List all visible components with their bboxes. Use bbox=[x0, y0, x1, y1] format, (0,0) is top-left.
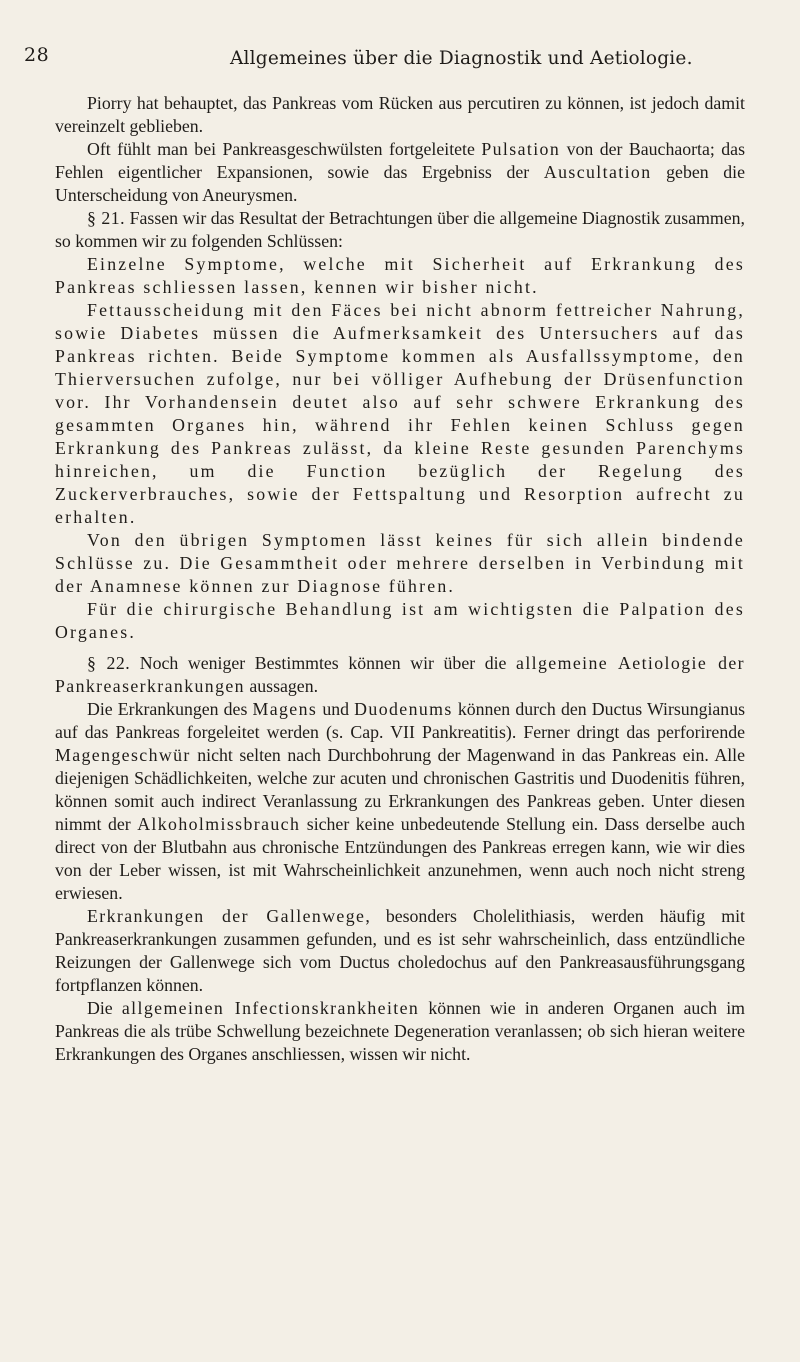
paragraph-gallenwege bbox=[55, 905, 745, 997]
term-magens: Magens bbox=[252, 699, 318, 719]
paragraph-uebrige-symptome: Von den übrigen Symptomen lässt keines für sich allein bindende Schlüsse zu. Die Gesammtheit oder mehrere derselben in Verbindung mit der Anamnese können zur Diagnose führen. bbox=[55, 530, 745, 596]
term-pulsation: Pulsation bbox=[481, 139, 561, 159]
text-run: können durch den Ductus Wirsungianus auf das Pankreas forgeleitet werden (s. Cap. VII Pankreatitis). Ferner dringt das perforirende bbox=[55, 699, 746, 742]
text-run: Oft fühlt man bei Pankreasgeschwülsten fortgeleitete bbox=[87, 139, 482, 159]
paragraph-section-21 bbox=[55, 207, 745, 253]
text-run: sicher keine unbedeutende Stellung ein. Dass derselbe auch direct von der Blutbahn aus chronische Entzündungen des Pankreas erregen kann, wie wir dies von der Leber wissen, ist mit Wahrscheinlichkeit anzunehmen, wenn auch noch nicht streng erwiesen. bbox=[55, 814, 745, 903]
text-run: , besonders Cholelithiasis, werden häufig mit Pankreaserkrankungen zusammen gefunden, und es ist sehr wahrscheinlich, dass entzündliche Reizungen der Gallenwege sich vom Ductus choledochus auf den Pankreasausführungsgang fortpflanzen können. bbox=[55, 906, 745, 995]
page-number: 28 bbox=[24, 44, 50, 66]
text-run: aussagen. bbox=[244, 676, 319, 696]
paragraph-fettausscheidung: Fettausscheidung mit den Fäces bei nicht abnorm fettreicher Nahrung, sowie Diabetes müssen die Aufmerksamkeit des Untersuchers auf das Pankreas richten. Beide Symptome kommen als Ausfallssymptome, den Thierversuchen zufolge, nur bei völliger Aufhebung der Drüsenfunction vor. Ihr Vorhandensein deutet also auf sehr schwere Erkrankung des gesammten Organes hin, während ihr Fehlen keinen Schluss gegen Erkrankung des Pankreas zulässt, da kleine Reste gesunden Parenchyms hinreichen, um die Function bezüglich der Regelung des Zuckerverbrauches, sowie der Fettspaltung und Resorption aufrecht zu erhalten. bbox=[55, 300, 745, 527]
paragraph-section-22 bbox=[55, 652, 745, 698]
text-run: nicht selten nach Durchbohrung der Magenwand in das Pankreas ein. Alle diejenigen Schädlichkeiten, welche zur acuten und chronischen Gastritis und Duodenitis führen, können somit auch indirect Veranlassung zu Erkrankungen des Pankreas geben. Unter diesen nimmt der bbox=[55, 745, 745, 834]
term-gallenwege: Erkrankungen der Gallenwege bbox=[87, 906, 366, 926]
paragraph-infectionskrankheiten bbox=[55, 997, 745, 1066]
running-head: Allgemeines über die Diagnostik und Aetiologie. bbox=[230, 48, 693, 69]
term-allgemeine-aetiologie: allgemeine Aetiologie der Pankreaserkrankungen bbox=[55, 653, 746, 696]
section-number: § 21. bbox=[87, 208, 126, 228]
term-infectionskrankheiten: allgemeinen Infectionskrankheiten bbox=[121, 998, 420, 1018]
text-run: können wie in anderen Organen auch im Pankreas die als trübe Schwellung bezeichnete Degeneration veranlassen; ob sich hieran weitere Erkrankungen des Organes anschliessen, wissen wir nicht. bbox=[55, 998, 745, 1064]
text-run: Die Erkrankungen des bbox=[87, 699, 253, 719]
text-run: und bbox=[317, 699, 355, 719]
paragraph-pulsation bbox=[55, 138, 745, 207]
paragraph-piorry: Piorry hat behauptet, das Pankreas vom Rücken aus percutiren zu können, ist jedoch damit vereinzelt geblieben. bbox=[55, 93, 745, 136]
term-alkoholmissbrauch: Alkoholmissbrauch bbox=[137, 814, 301, 834]
body-text bbox=[55, 92, 745, 1066]
term-magengeschwuer: Magengeschwür bbox=[55, 745, 191, 765]
term-auscultation: Auscultation bbox=[543, 162, 652, 182]
text-run: Die bbox=[87, 998, 122, 1018]
text-run: Noch weniger Bestimmtes können wir über die bbox=[130, 653, 517, 673]
paragraph-einzelne-symptome: Einzelne Symptome, welche mit Sicherheit auf Erkrankung des Pankreas schliessen lassen, kennen wir bisher nicht. bbox=[55, 254, 745, 297]
text-run: Fassen wir das Resultat der Betrachtungen über die allgemeine Diagnostik zusammen, so kommen wir zu folgenden Schlüssen: bbox=[55, 208, 745, 251]
term-duodenums: Duodenums bbox=[354, 699, 453, 719]
text-run: von der Bauchaorta; das Fehlen eigentlicher Expansionen, sowie das Ergebniss der bbox=[55, 139, 745, 182]
section-number: § 22. bbox=[87, 653, 131, 673]
text-run: geben die Unterscheidung von Aneurysmen. bbox=[55, 162, 745, 205]
paragraph-magen-duodenum bbox=[55, 698, 745, 905]
paragraph-chirurgische-behandlung: Für die chirurgische Behandlung ist am wichtigsten die Palpation des Organes. bbox=[55, 599, 745, 642]
